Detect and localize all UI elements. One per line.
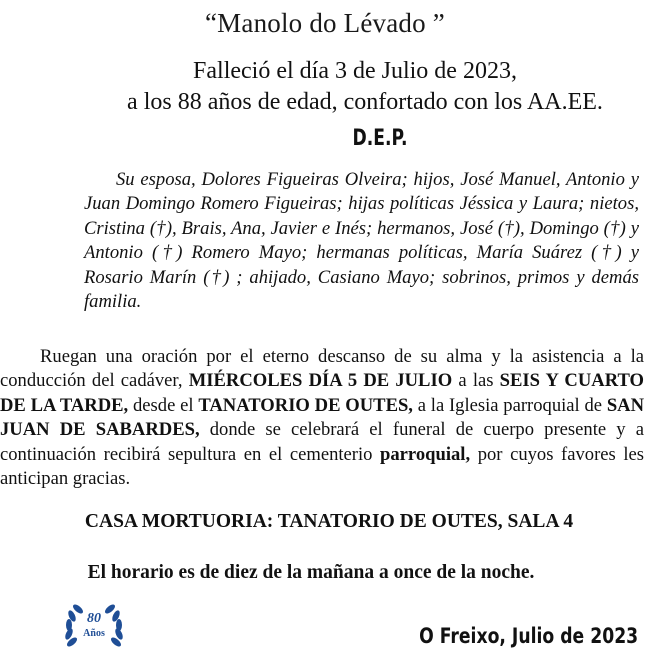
deceased-nickname: “Manolo do Lévado ” (205, 8, 445, 38)
family-paragraph: Su esposa, Dolores Figueiras Olveira; hijos, José Manuel, Antonio y Juan Domingo Romero Figueiras; hijas políticas Jéssica y Laura; nietos, Cristina (†), Brais, Ana, Javier e Inés; hermanos, José (†), Domingo (†) y Antonio (†) Romero Mayo; hermanas políticas, María Suárez (†) y Rosario Marín (†) ; ahijado, Casiano Mayo; sobrinos, primos y demás familia. (84, 169, 639, 313)
request-cemetery: parroquial, (380, 443, 471, 465)
dep-heading: D.E.P. (352, 126, 408, 151)
request-date: MIÉRCOLES DÍA 5 DE JULIO (188, 370, 453, 392)
laurel-wreath-icon (58, 598, 130, 650)
anniversary-badge (58, 598, 130, 650)
request-text: desde el (128, 394, 199, 416)
place-date: O Freixo, Julio de 2023 (418, 624, 638, 648)
request-text: Ruegan una oración por el eterno descanso de su alma y la asistencia a la conducción del cadáver, (0, 346, 644, 392)
mortuary-line: CASA MORTUORIA: TANATORIO DE OUTES, SALA 4 (84, 511, 574, 532)
badge-text: Años (83, 628, 105, 639)
request-paragraph (0, 345, 644, 491)
request-text: donde se celebrará el funeral de cuerpo presente y a continuación recibirá sepultura en el cementerio (0, 419, 644, 465)
request-text: a la Iglesia parroquial de (412, 394, 607, 416)
request-text: por cuyos favores les anticipan gracias. (0, 443, 644, 490)
badge-number: 80 (87, 611, 101, 626)
hours-line: El horario es de diez de la mañana a once de la noche. (87, 562, 535, 583)
request-time: SEIS Y CUARTO DE LA TARDE, (0, 370, 645, 416)
request-text: a las (452, 370, 500, 392)
request-church: SAN JUAN DE SABARDES, (0, 394, 645, 441)
request-origin: TANATORIO DE OUTES, (198, 394, 413, 416)
death-date-line: Falleció el día 3 de Julio de 2023, (193, 58, 517, 84)
age-line: a los 88 años de edad, confortado con los AA.EE. (127, 89, 603, 115)
